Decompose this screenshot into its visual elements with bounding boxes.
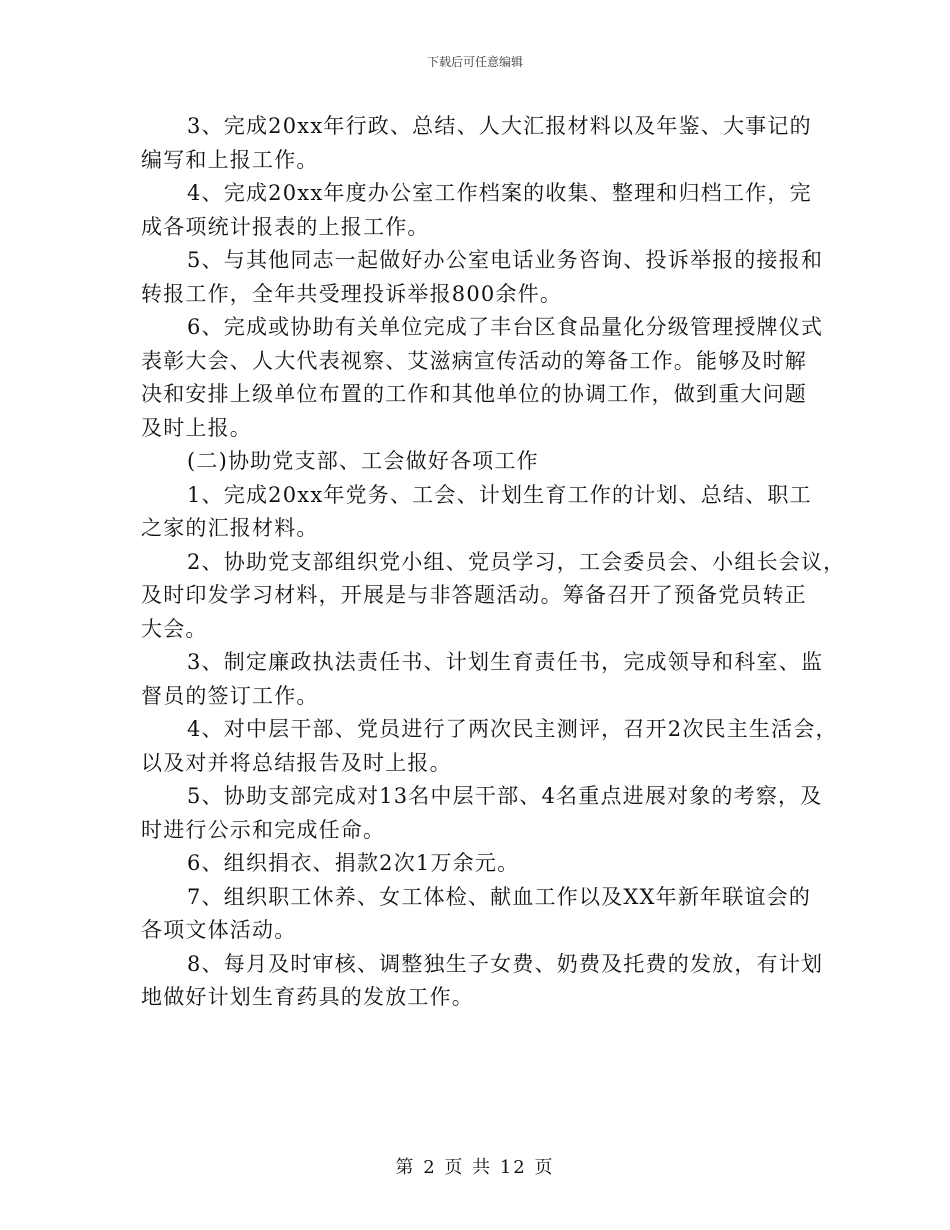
text-line: 成各项统计报表的上报工作。 xyxy=(141,214,430,239)
text-line: 6、完成或协助有关单位完成了丰台区食品量化分级管理授牌仪式 xyxy=(187,315,824,339)
text-line: 大会。 xyxy=(141,616,208,641)
text-line: 4、完成20xx年度办公室工作档案的收集、整理和归档工作，完 xyxy=(187,181,812,205)
text-line: 3、制定廉政执法责任书、计划生育责任书，完成领导和科室、监 xyxy=(187,650,824,674)
page-footer: 第 2 页 共 12 页 xyxy=(395,1157,555,1178)
text-line: 5、与其他同志一起做好办公室电话业务咨询、投诉举报的接报和 xyxy=(187,248,824,272)
text-line: 及时上报。 xyxy=(141,415,252,440)
text-line: 之家的汇报材料。 xyxy=(141,516,319,540)
text-line: 2、协助党支部组织党小组、党员学习，工会委员会、小组长会议， xyxy=(187,549,846,574)
text-line: 各项文体活动。 xyxy=(141,918,297,942)
text-line: 及时印发学习材料，开展是与非答题活动。筹备召开了预备党员转正 xyxy=(141,583,807,607)
text-line: (二)协助党支部、工会做好各项工作 xyxy=(187,449,539,473)
text-line: 以及对并将总结报告及时上报。 xyxy=(141,750,452,775)
text-line: 编写和上报工作。 xyxy=(141,147,319,172)
text-line: 决和安排上级单位布置的工作和其他单位的协调工作，做到重大问题 xyxy=(141,382,807,406)
text-line: 5、协助支部完成对13名中层干部、4名重点进展对象的考察，及 xyxy=(187,784,823,808)
text-line: 转报工作，全年共受理投诉举报800余件。 xyxy=(141,281,563,306)
text-line: 7、组织职工休养、女工体检、献血工作以及XX年新年联谊会的 xyxy=(187,884,812,909)
text-line: 时进行公示和完成任命。 xyxy=(141,817,386,842)
text-line: 6、组织捐衣、捐款2次1万余元。 xyxy=(187,851,520,875)
text-line: 4、对中层干部、党员进行了两次民主测评，召开2次民主生活会， xyxy=(187,717,838,741)
text-line: 督员的签订工作。 xyxy=(141,683,319,708)
text-line: 1、完成20xx年党务、工会、计划生育工作的计划、总结、职工 xyxy=(187,482,812,507)
document-body xyxy=(141,110,846,1015)
text-line: 表彰大会、人大代表视察、艾滋病宣传活动的筹备工作。能够及时解 xyxy=(141,348,807,373)
text-line: 地做好计划生育药具的发放工作。 xyxy=(141,985,474,1009)
text-line: 3、完成20xx年行政、总结、人大汇报材料以及年鉴、大事记的 xyxy=(187,114,812,138)
text-line: 8、每月及时审核、调整独生子女费、奶费及托费的发放，有计划 xyxy=(187,951,824,976)
header-note: 下载后可任意编辑 xyxy=(426,55,523,69)
